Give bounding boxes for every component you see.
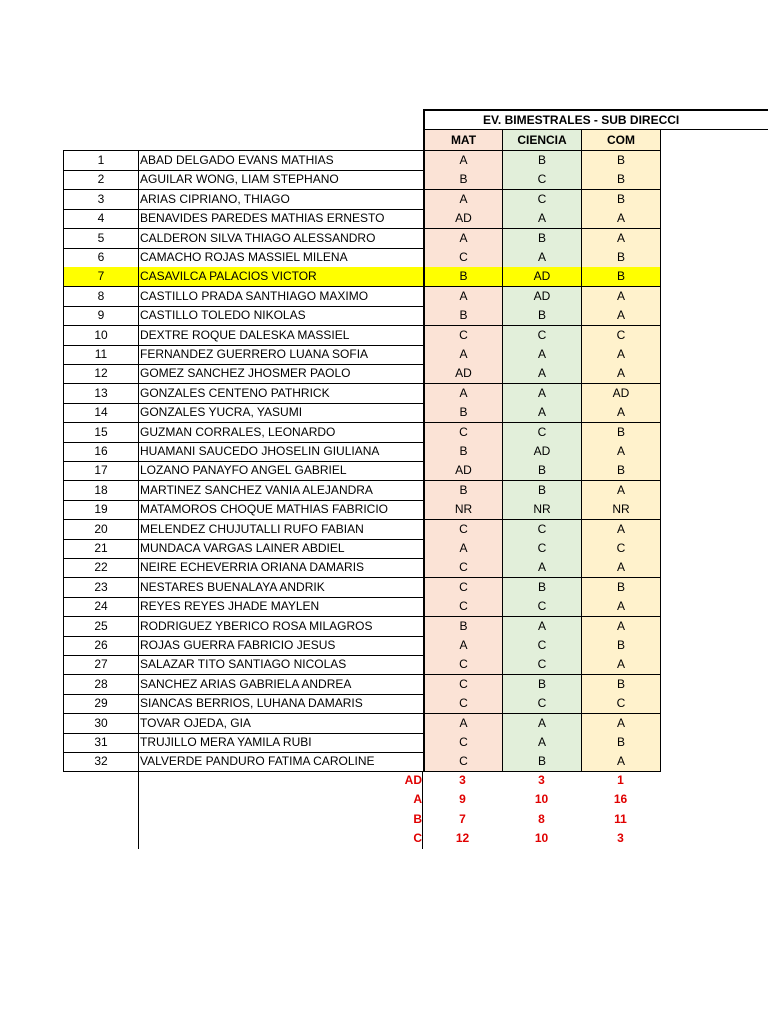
student-name-cell[interactable]: CASAVILCA PALACIOS VICTOR (138, 267, 423, 287)
mat-grade-cell[interactable]: A (423, 151, 502, 171)
ciencia-grade-cell[interactable]: B (502, 752, 581, 772)
com-grade-cell[interactable]: B (581, 248, 661, 268)
row-number-cell[interactable]: 11 (63, 345, 138, 365)
mat-grade-cell[interactable]: A (423, 287, 502, 307)
com-grade-cell[interactable]: A (581, 481, 661, 501)
ciencia-grade-cell[interactable]: C (502, 597, 581, 617)
column-header-com[interactable]: COM (581, 130, 661, 151)
student-name-cell[interactable]: HUAMANI SAUCEDO JHOSELIN GIULIANA (138, 442, 423, 462)
com-grade-cell[interactable]: B (581, 151, 661, 171)
student-name-cell[interactable]: NESTARES BUENALAYA ANDRIK (138, 578, 423, 598)
mat-grade-cell[interactable]: C (423, 423, 502, 443)
ciencia-grade-cell[interactable]: C (502, 326, 581, 346)
mat-grade-cell[interactable]: B (423, 306, 502, 326)
ciencia-grade-cell[interactable]: A (502, 558, 581, 578)
ciencia-grade-cell[interactable]: C (502, 190, 581, 210)
mat-grade-cell[interactable]: C (423, 752, 502, 772)
summary-ciencia-count[interactable]: 8 (538, 812, 545, 826)
ciencia-grade-cell[interactable]: B (502, 675, 581, 695)
mat-grade-cell[interactable]: C (423, 558, 502, 578)
column-header-ciencia[interactable]: CIENCIA (502, 130, 581, 151)
ciencia-grade-cell[interactable]: NR (502, 500, 581, 520)
row-number-cell[interactable]: 15 (63, 423, 138, 443)
row-number-cell[interactable]: 12 (63, 364, 138, 384)
row-number-cell[interactable]: 13 (63, 384, 138, 404)
student-name-cell[interactable]: TOVAR OJEDA, GIA (138, 714, 423, 734)
com-grade-cell[interactable]: A (581, 617, 661, 637)
student-name-cell[interactable]: VALVERDE PANDURO FATIMA CAROLINE (138, 752, 423, 772)
mat-grade-cell[interactable]: A (423, 229, 502, 249)
com-grade-cell[interactable]: B (581, 461, 661, 481)
summary-com-count[interactable]: 11 (614, 812, 627, 826)
student-name-cell[interactable]: MATAMOROS CHOQUE MATHIAS FABRICIO (138, 500, 423, 520)
row-number-cell[interactable]: 5 (63, 229, 138, 249)
row-number-cell[interactable]: 31 (63, 733, 138, 753)
mat-grade-cell[interactable]: C (423, 675, 502, 695)
ciencia-grade-cell[interactable]: C (502, 170, 581, 190)
mat-grade-cell[interactable]: A (423, 384, 502, 404)
com-grade-cell[interactable]: A (581, 403, 661, 423)
mat-grade-cell[interactable]: A (423, 190, 502, 210)
com-grade-cell[interactable]: B (581, 578, 661, 598)
student-name-cell[interactable]: GONZALES CENTENO PATHRICK (138, 384, 423, 404)
row-number-cell[interactable]: 18 (63, 481, 138, 501)
mat-grade-cell[interactable]: C (423, 326, 502, 346)
com-grade-cell[interactable]: A (581, 752, 661, 772)
ciencia-grade-cell[interactable]: A (502, 714, 581, 734)
student-name-cell[interactable]: GUZMAN CORRALES, LEONARDO (138, 423, 423, 443)
column-header-mat[interactable]: MAT (423, 130, 502, 151)
summary-ciencia-count[interactable]: 3 (538, 773, 545, 787)
student-name-cell[interactable]: FERNANDEZ GUERRERO LUANA SOFIA (138, 345, 423, 365)
row-number-cell[interactable]: 32 (63, 752, 138, 772)
mat-grade-cell[interactable]: C (423, 694, 502, 714)
student-name-cell[interactable]: BENAVIDES PAREDES MATHIAS ERNESTO (138, 209, 423, 229)
ciencia-grade-cell[interactable]: A (502, 617, 581, 637)
row-number-cell[interactable]: 2 (63, 170, 138, 190)
com-grade-cell[interactable]: C (581, 326, 661, 346)
student-name-cell[interactable]: TRUJILLO MERA YAMILA RUBI (138, 733, 423, 753)
com-grade-cell[interactable]: A (581, 287, 661, 307)
mat-grade-cell[interactable]: C (423, 248, 502, 268)
com-grade-cell[interactable]: A (581, 229, 661, 249)
summary-com-count[interactable]: 16 (613, 792, 628, 806)
ciencia-grade-cell[interactable]: C (502, 539, 581, 559)
mat-grade-cell[interactable]: C (423, 578, 502, 598)
student-name-cell[interactable]: GONZALES YUCRA, YASUMI (138, 403, 423, 423)
mat-grade-cell[interactable]: B (423, 617, 502, 637)
student-name-cell[interactable]: REYES REYES JHADE MAYLEN (138, 597, 423, 617)
row-number-cell[interactable]: 26 (63, 636, 138, 656)
row-number-cell[interactable]: 6 (63, 248, 138, 268)
mat-grade-cell[interactable]: AD (423, 364, 502, 384)
summary-label[interactable]: AD (404, 773, 422, 787)
row-number-cell[interactable]: 27 (63, 655, 138, 675)
mat-grade-cell[interactable]: A (423, 345, 502, 365)
row-number-cell[interactable]: 21 (63, 539, 138, 559)
com-grade-cell[interactable]: A (581, 655, 661, 675)
student-name-cell[interactable]: SIANCAS BERRIOS, LUHANA DAMARIS (138, 694, 423, 714)
ciencia-grade-cell[interactable]: A (502, 248, 581, 268)
row-number-cell[interactable]: 14 (63, 403, 138, 423)
row-number-cell[interactable]: 24 (63, 597, 138, 617)
summary-label[interactable]: A (413, 792, 422, 806)
com-grade-cell[interactable]: B (581, 190, 661, 210)
com-grade-cell[interactable]: A (581, 306, 661, 326)
ciencia-grade-cell[interactable]: AD (502, 287, 581, 307)
com-grade-cell[interactable]: A (581, 558, 661, 578)
student-name-cell[interactable]: GOMEZ SANCHEZ JHOSMER PAOLO (138, 364, 423, 384)
row-number-cell[interactable]: 30 (63, 714, 138, 734)
mat-grade-cell[interactable]: C (423, 733, 502, 753)
row-number-cell[interactable]: 20 (63, 520, 138, 540)
com-grade-cell[interactable]: A (581, 597, 661, 617)
student-name-cell[interactable]: MARTINEZ SANCHEZ VANIA ALEJANDRA (138, 481, 423, 501)
ciencia-grade-cell[interactable]: AD (502, 442, 581, 462)
com-grade-cell[interactable]: B (581, 733, 661, 753)
ciencia-grade-cell[interactable]: C (502, 636, 581, 656)
summary-mat-count[interactable]: 9 (459, 792, 466, 806)
com-grade-cell[interactable]: B (581, 636, 661, 656)
row-number-cell[interactable]: 16 (63, 442, 138, 462)
summary-label[interactable]: B (413, 812, 422, 826)
row-number-cell[interactable]: 19 (63, 500, 138, 520)
row-number-cell[interactable]: 29 (63, 694, 138, 714)
com-grade-cell[interactable]: C (581, 539, 661, 559)
student-name-cell[interactable]: CASTILLO TOLEDO NIKOLAS (138, 306, 423, 326)
com-grade-cell[interactable]: A (581, 520, 661, 540)
student-name-cell[interactable]: ARIAS CIPRIANO, THIAGO (138, 190, 423, 210)
row-number-cell[interactable]: 25 (63, 617, 138, 637)
student-name-cell[interactable]: ROJAS GUERRA FABRICIO JESUS (138, 636, 423, 656)
summary-mat-count[interactable]: 3 (459, 773, 466, 787)
summary-ciencia-count[interactable]: 10 (534, 792, 549, 806)
row-number-cell[interactable]: 17 (63, 461, 138, 481)
student-name-cell[interactable]: RODRIGUEZ YBERICO ROSA MILAGROS (138, 617, 423, 637)
row-number-cell[interactable]: 28 (63, 675, 138, 695)
summary-com-count[interactable]: 1 (617, 773, 624, 787)
student-name-cell[interactable]: SANCHEZ ARIAS GABRIELA ANDREA (138, 675, 423, 695)
row-number-cell[interactable]: 8 (63, 287, 138, 307)
ciencia-grade-cell[interactable]: B (502, 229, 581, 249)
ciencia-grade-cell[interactable]: A (502, 384, 581, 404)
mat-grade-cell[interactable]: A (423, 714, 502, 734)
summary-mat-count[interactable]: 7 (459, 812, 466, 826)
student-name-cell[interactable]: CALDERON SILVA THIAGO ALESSANDRO (138, 229, 423, 249)
row-number-cell[interactable]: 9 (63, 306, 138, 326)
mat-grade-cell[interactable]: A (423, 636, 502, 656)
ciencia-grade-cell[interactable]: B (502, 461, 581, 481)
mat-grade-cell[interactable]: A (423, 539, 502, 559)
mat-grade-cell[interactable]: AD (423, 209, 502, 229)
student-name-cell[interactable]: CASTILLO PRADA SANTHIAGO MAXIMO (138, 287, 423, 307)
mat-grade-cell[interactable]: NR (423, 500, 502, 520)
mat-grade-cell[interactable]: B (423, 403, 502, 423)
com-grade-cell[interactable]: B (581, 423, 661, 443)
summary-ciencia-count[interactable]: 10 (534, 831, 549, 845)
student-name-cell[interactable]: ABAD DELGADO EVANS MATHIAS (138, 151, 423, 171)
mat-grade-cell[interactable]: B (423, 481, 502, 501)
mat-grade-cell[interactable]: B (423, 442, 502, 462)
com-grade-cell[interactable]: C (581, 694, 661, 714)
com-grade-cell[interactable]: A (581, 364, 661, 384)
student-name-cell[interactable]: MELENDEZ CHUJUTALLI RUFO FABIAN (138, 520, 423, 540)
ciencia-grade-cell[interactable]: A (502, 733, 581, 753)
row-number-cell[interactable]: 7 (63, 267, 138, 287)
com-grade-cell[interactable]: AD (581, 384, 661, 404)
ciencia-grade-cell[interactable]: C (502, 520, 581, 540)
ciencia-grade-cell[interactable]: C (502, 694, 581, 714)
row-number-cell[interactable]: 3 (63, 190, 138, 210)
student-name-cell[interactable]: SALAZAR TITO SANTIAGO NICOLAS (138, 655, 423, 675)
student-name-cell[interactable]: AGUILAR WONG, LIAM STEPHANO (138, 170, 423, 190)
row-number-cell[interactable]: 10 (63, 326, 138, 346)
ciencia-grade-cell[interactable]: B (502, 578, 581, 598)
ciencia-grade-cell[interactable]: A (502, 209, 581, 229)
com-grade-cell[interactable]: A (581, 442, 661, 462)
mat-grade-cell[interactable]: AD (423, 461, 502, 481)
row-number-cell[interactable]: 22 (63, 558, 138, 578)
ciencia-grade-cell[interactable]: AD (502, 267, 581, 287)
student-name-cell[interactable]: MUNDACA VARGAS LAINER ABDIEL (138, 539, 423, 559)
mat-grade-cell[interactable]: C (423, 520, 502, 540)
row-number-cell[interactable]: 23 (63, 578, 138, 598)
com-grade-cell[interactable]: A (581, 345, 661, 365)
mat-grade-cell[interactable]: B (423, 170, 502, 190)
ciencia-grade-cell[interactable]: C (502, 655, 581, 675)
com-grade-cell[interactable]: B (581, 267, 661, 287)
student-name-cell[interactable]: DEXTRE ROQUE DALESKA MASSIEL (138, 326, 423, 346)
ciencia-grade-cell[interactable]: A (502, 403, 581, 423)
ciencia-grade-cell[interactable]: C (502, 423, 581, 443)
com-grade-cell[interactable]: A (581, 209, 661, 229)
summary-right-border (422, 771, 423, 849)
ciencia-grade-cell[interactable]: A (502, 364, 581, 384)
ciencia-grade-cell[interactable]: B (502, 306, 581, 326)
student-name-cell[interactable]: NEIRE ECHEVERRIA ORIANA DAMARIS (138, 558, 423, 578)
summary-label[interactable]: C (413, 831, 422, 845)
row-number-cell[interactable]: 1 (63, 151, 138, 171)
mat-grade-cell[interactable]: B (423, 267, 502, 287)
ciencia-grade-cell[interactable]: B (502, 481, 581, 501)
mat-grade-cell[interactable]: C (423, 597, 502, 617)
com-grade-cell[interactable]: B (581, 675, 661, 695)
summary-mat-count[interactable]: 12 (455, 831, 470, 845)
mat-grade-cell[interactable]: C (423, 655, 502, 675)
com-grade-cell[interactable]: NR (581, 500, 661, 520)
ciencia-grade-cell[interactable]: A (502, 345, 581, 365)
com-grade-cell[interactable]: A (581, 714, 661, 734)
row-number-cell[interactable]: 4 (63, 209, 138, 229)
summary-com-count[interactable]: 3 (617, 831, 624, 845)
student-name-cell[interactable]: CAMACHO ROJAS MASSIEL MILENA (138, 248, 423, 268)
ciencia-grade-cell[interactable]: B (502, 151, 581, 171)
com-grade-cell[interactable]: B (581, 170, 661, 190)
student-name-cell[interactable]: LOZANO PANAYFO ANGEL GABRIEL (138, 461, 423, 481)
sheet-title[interactable]: EV. BIMESTRALES - SUB DIRECCI (423, 109, 768, 130)
summary-left-border (138, 771, 139, 849)
